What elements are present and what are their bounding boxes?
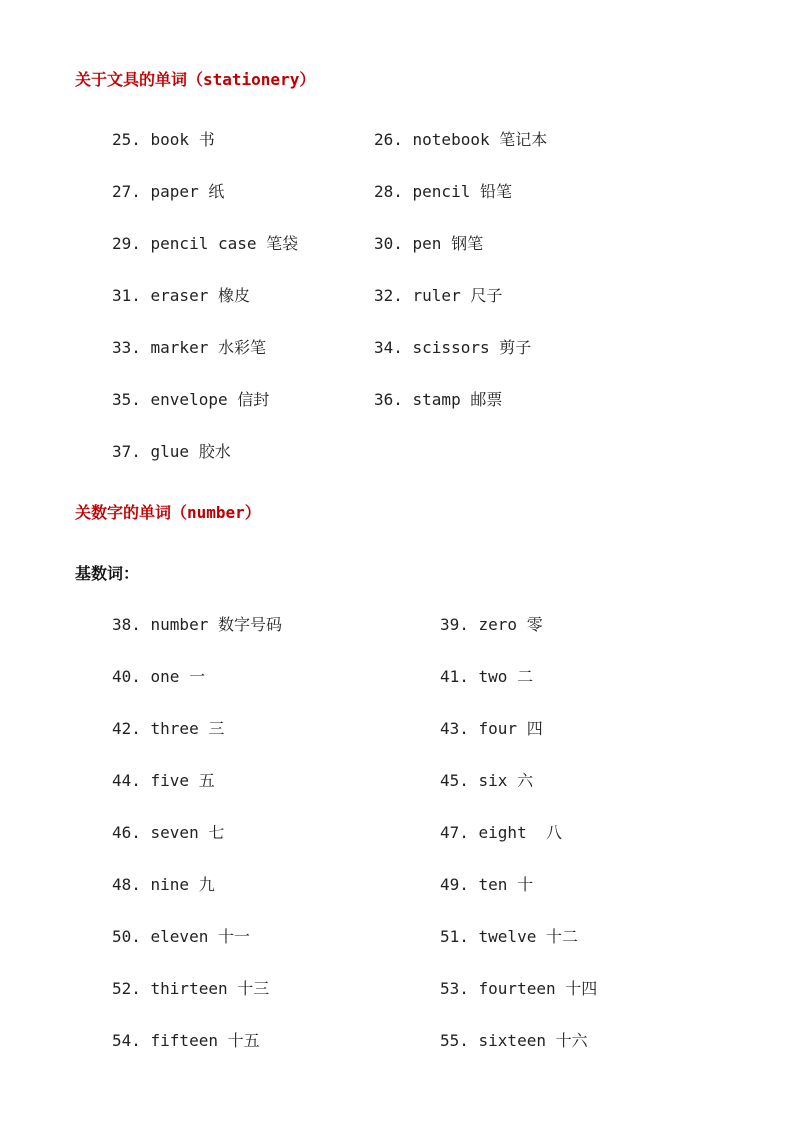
vocab-item: 26. notebook 笔记本	[374, 130, 548, 149]
stationery-row	[0, 283, 793, 307]
number-row	[0, 872, 793, 896]
vocab-item: 28. pencil 铅笔	[374, 182, 512, 201]
vocab-item: 36. stamp 邮票	[374, 390, 503, 409]
vocab-item: 30. pen 钢笔	[374, 234, 484, 253]
vocab-item: 51. twelve 十二	[440, 927, 578, 946]
stationery-row	[0, 179, 793, 203]
vocab-item: 37. glue 胶水	[112, 442, 231, 461]
vocab-item: 42. three 三	[112, 719, 225, 738]
vocab-item: 27. paper 纸	[112, 182, 225, 201]
vocab-item: 44. five 五	[112, 771, 215, 790]
vocab-item: 47. eight 八	[440, 823, 562, 842]
stationery-row	[0, 387, 793, 411]
stationery-heading: 关于文具的单词（stationery）	[75, 70, 316, 89]
cardinal-subheading: 基数词：	[75, 564, 140, 583]
vocab-item: 55. sixteen 十六	[440, 1031, 588, 1050]
stationery-row	[0, 127, 793, 151]
vocab-item: 41. two 二	[440, 667, 534, 686]
vocab-item: 52. thirteen 十三	[112, 979, 270, 998]
number-row	[0, 976, 793, 1000]
number-heading: 关数字的单词（number）	[75, 503, 261, 522]
number-row	[0, 716, 793, 740]
vocab-item: 45. six 六	[440, 771, 534, 790]
vocab-item: 33. marker 水彩笔	[112, 338, 266, 357]
stationery-row	[0, 335, 793, 359]
number-row	[0, 612, 793, 636]
vocab-item: 38. number 数字号码	[112, 615, 282, 634]
number-row	[0, 768, 793, 792]
vocab-item: 46. seven 七	[112, 823, 225, 842]
vocab-item: 49. ten 十	[440, 875, 534, 894]
stationery-row	[0, 439, 793, 463]
vocab-item: 50. eleven 十一	[112, 927, 250, 946]
vocab-item: 25. book 书	[112, 130, 215, 149]
vocab-item: 54. fifteen 十五	[112, 1031, 260, 1050]
vocab-item: 53. fourteen 十四	[440, 979, 598, 998]
number-row	[0, 924, 793, 948]
stationery-row	[0, 231, 793, 255]
vocab-item: 48. nine 九	[112, 875, 215, 894]
vocab-item: 40. one 一	[112, 667, 206, 686]
vocab-item: 34. scissors 剪子	[374, 338, 532, 357]
number-row	[0, 820, 793, 844]
vocab-item: 29. pencil case 笔袋	[112, 234, 299, 253]
vocab-item: 32. ruler 尺子	[374, 286, 503, 305]
vocab-item: 35. envelope 信封	[112, 390, 270, 409]
vocab-item: 43. four 四	[440, 719, 543, 738]
vocab-item: 39. zero 零	[440, 615, 543, 634]
number-row	[0, 664, 793, 688]
number-row	[0, 1028, 793, 1052]
vocab-item: 31. eraser 橡皮	[112, 286, 250, 305]
